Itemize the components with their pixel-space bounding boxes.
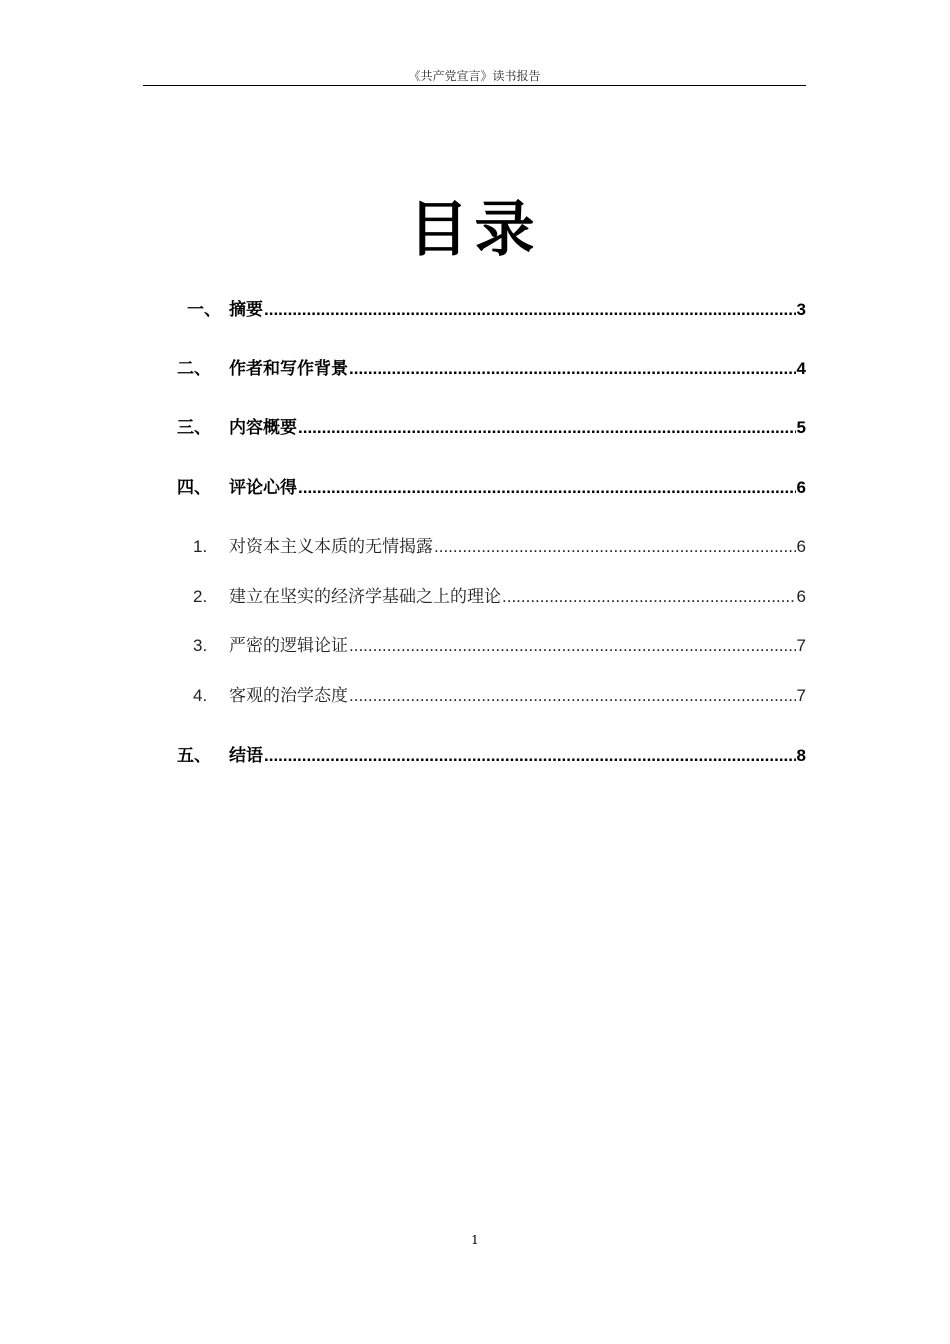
toc-entry-label: 内容概要 <box>229 418 297 438</box>
toc-entry-content-summary[interactable] <box>177 412 806 438</box>
toc-entry-number: 4. <box>193 686 208 705</box>
toc-entry-page: 6 <box>796 587 806 606</box>
toc-entry-reflections[interactable] <box>177 472 806 498</box>
toc-entry-number: 四、 <box>177 478 211 498</box>
toc-entry-page: 7 <box>796 686 806 705</box>
toc-entry-label: 建立在坚实的经济学基础之上的理论 <box>229 587 501 607</box>
toc-leader-dots <box>298 418 796 438</box>
toc-entry-page: 5 <box>796 418 806 437</box>
toc-entry-number: 2. <box>193 587 208 606</box>
toc-leader-dots <box>434 537 796 557</box>
toc-title: 目录 <box>408 195 541 265</box>
toc-entry-page: 4 <box>796 359 806 378</box>
toc-entry-abstract[interactable] <box>177 294 806 320</box>
toc-entry-label: 作者和写作背景 <box>229 359 348 379</box>
toc-entry-page: 8 <box>796 746 806 765</box>
toc-leader-dots <box>264 300 796 320</box>
toc-entry-conclusion[interactable] <box>177 740 806 766</box>
toc-entry-label: 摘要 <box>229 300 263 320</box>
toc-leader-dots <box>349 636 796 656</box>
toc-entry-number: 一、 <box>187 300 221 320</box>
toc-leader-dots <box>349 359 796 379</box>
toc-entry-author-background[interactable] <box>177 353 806 379</box>
page-number: 1 <box>471 1233 479 1247</box>
toc-entry-number: 3. <box>193 636 208 655</box>
header-rule <box>143 85 806 86</box>
toc-subentry-3[interactable] <box>193 630 806 656</box>
toc-subentry-1[interactable] <box>193 531 806 557</box>
toc-subentry-2[interactable] <box>193 581 806 607</box>
toc-entry-number: 三、 <box>177 418 211 438</box>
toc-entry-label: 结语 <box>229 746 263 766</box>
toc-entry-label: 严密的逻辑论证 <box>229 636 348 656</box>
toc-entry-label: 对资本主义本质的无情揭露 <box>229 537 433 557</box>
toc-subentry-4[interactable] <box>193 680 806 706</box>
toc-leader-dots <box>502 587 796 607</box>
toc-entry-page: 3 <box>796 300 806 319</box>
toc-entry-page: 6 <box>796 478 806 497</box>
toc-entry-label: 评论心得 <box>229 478 297 498</box>
toc-entry-page: 6 <box>796 537 806 556</box>
toc-entry-page: 7 <box>796 636 806 655</box>
toc-leader-dots <box>298 478 796 498</box>
toc-entry-label: 客观的治学态度 <box>229 686 348 706</box>
running-header: 《共产党宣言》读书报告 <box>408 69 541 83</box>
toc-entry-number: 二、 <box>177 359 211 379</box>
toc-entry-number: 五、 <box>177 746 211 766</box>
toc-entry-number: 1. <box>193 537 208 556</box>
toc-leader-dots <box>264 746 796 766</box>
toc-leader-dots <box>349 686 796 706</box>
